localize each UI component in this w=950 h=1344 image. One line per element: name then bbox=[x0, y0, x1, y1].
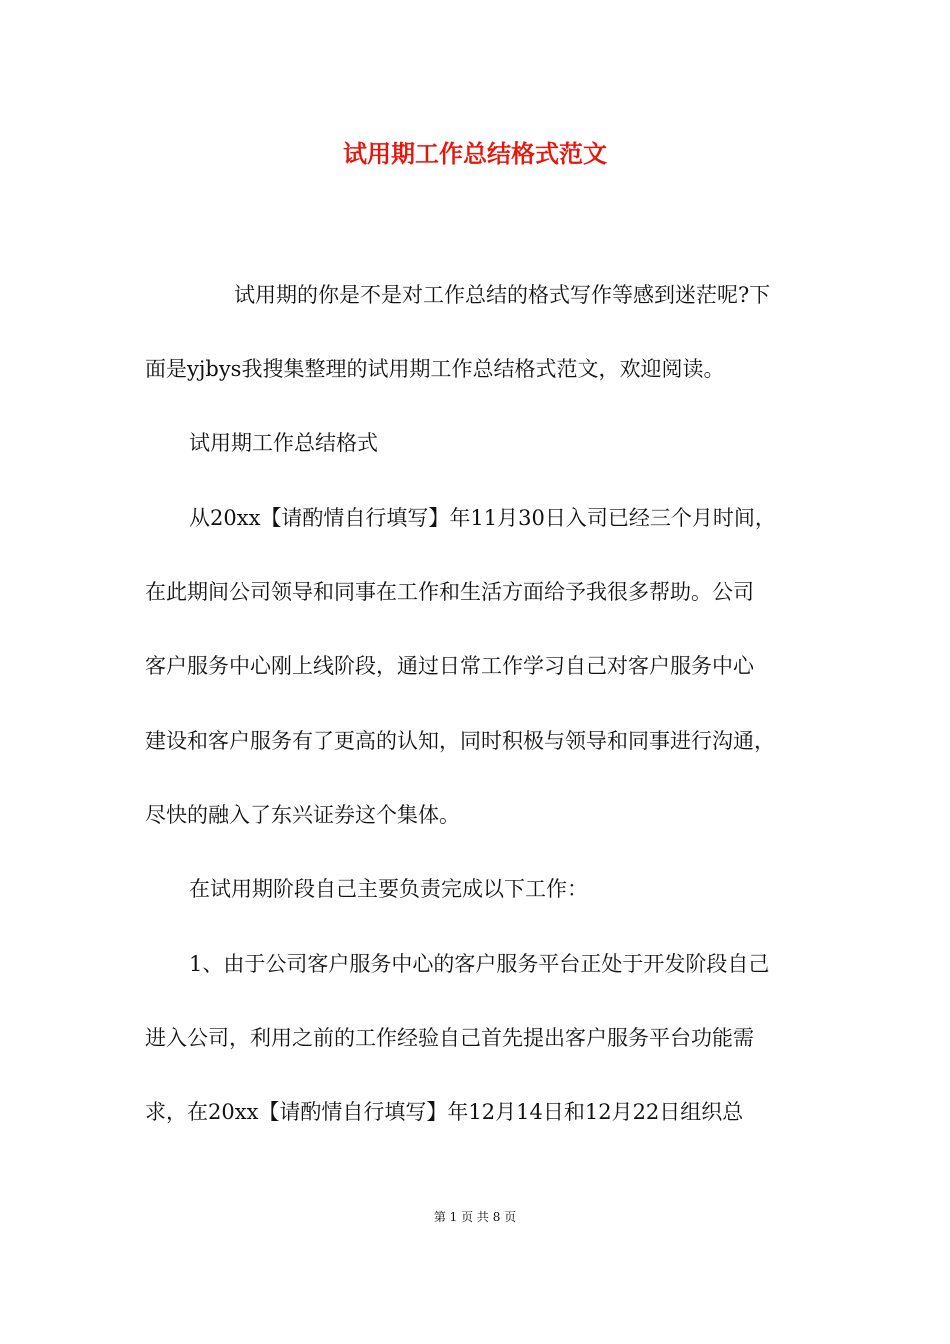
document-title: 试用期工作总结格式范文 bbox=[343, 139, 607, 168]
paragraph-line: 进入公司，利用之前的工作经验自己首先提出客户服务平台功能需 bbox=[145, 1026, 754, 1050]
paragraph-line: 客户服务中心刚上线阶段，通过日常工作学习自己对客户服务中心 bbox=[145, 654, 754, 678]
paragraph-line: 在试用期阶段自己主要负责完成以下工作： bbox=[189, 877, 588, 901]
paragraph-line: 面是yjbys我搜集整理的试用期工作总结格式范文，欢迎阅读。 bbox=[145, 357, 725, 381]
paragraph-line: 从20xx【请酌情自行填写】年11月30日入司已经三个月时间， bbox=[189, 506, 776, 530]
paragraph-line: 试用期的你是不是对工作总结的格式写作等感到迷茫呢?下 bbox=[234, 283, 771, 307]
section-heading: 试用期工作总结格式 bbox=[189, 431, 378, 455]
paragraph-line: 尽快的融入了东兴证券这个集体。 bbox=[145, 803, 460, 827]
paragraph-line: 建设和客户服务有了更高的认知，同时积极与领导和同事进行沟通， bbox=[145, 729, 775, 753]
list-item: 1、由于公司客户服务中心的客户服务平台正处于开发阶段自己 bbox=[189, 952, 770, 976]
paragraph-line: 在此期间公司领导和同事在工作和生活方面给予我很多帮助。公司 bbox=[145, 580, 754, 604]
page-number: 第 1 页 共 8 页 bbox=[433, 1210, 517, 1224]
paragraph-line: 求，在20xx【请酌情自行填写】年12月14日和12月22日组织总 bbox=[145, 1100, 744, 1124]
